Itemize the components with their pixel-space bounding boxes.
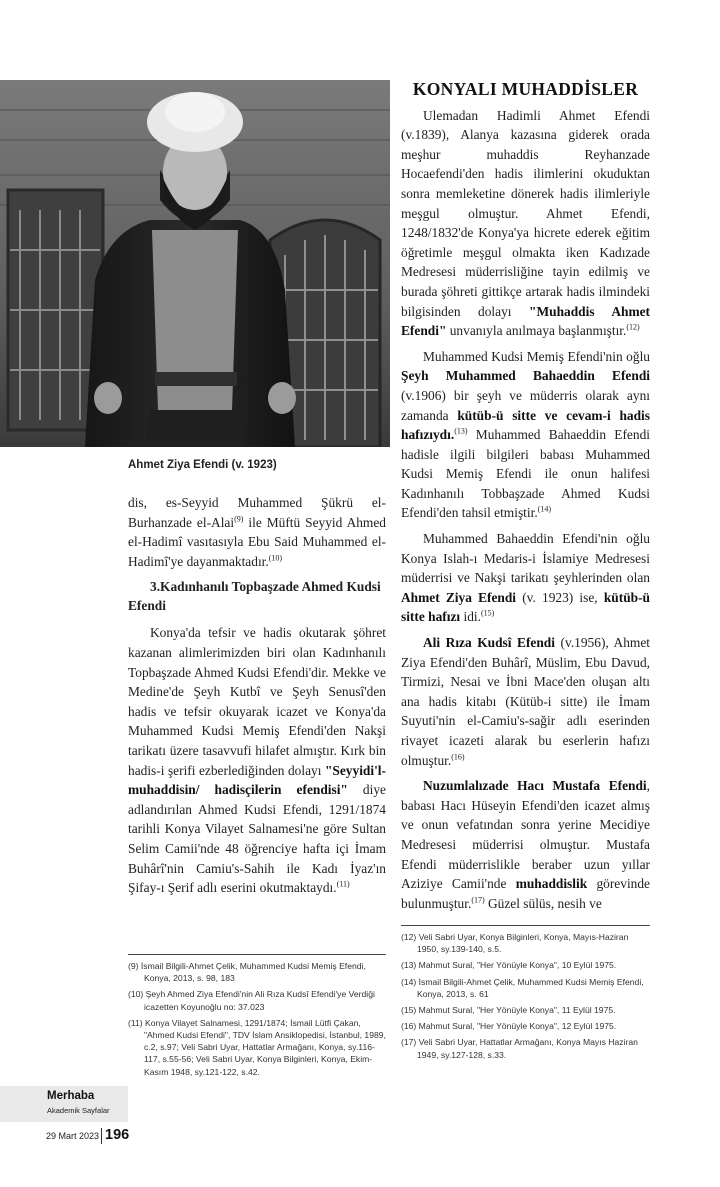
- footnote-ref-10[interactable]: (10): [268, 553, 283, 563]
- footnote-ref-14[interactable]: (14): [537, 505, 551, 514]
- issue-date: 29 Mart 2023: [46, 1131, 100, 1141]
- left-paragraph-1: dis, es-Seyyid Muhammed Şükrü el-Burhanzade el-Alai$^{(9)}$ ile Müftü Seyyid Ahmed el-Hadimî vasıtasıyla Ebu Said Muhammed el-Hadimî'ye dayanmaktadır.$^{(10)}$: [128, 495, 386, 569]
- right-paragraph-5: Nuzumlalızade Hacı Mustafa Efendi, babası Hacı Hüseyin Efendi'den icazet almış ve onun vefatından sonra yerine Mecidiye Medresesi müderrisi olmuştur. Mustafa Efendi müderrislikle beraber uzun yıllar Aziziye Camii'nde muhaddislik görevinde bulunmuştur.$^{(17)}$ Güzel sülüs, nesih ve: [401, 778, 651, 911]
- footnote-ref-9[interactable]: (9): [234, 514, 244, 524]
- footnote-ref-16[interactable]: (16): [451, 752, 465, 762]
- page-number-separator: [101, 1128, 102, 1144]
- article-title: KONYALI MUHADDİSLER: [412, 79, 639, 99]
- footnotes-left: [128, 960, 386, 1082]
- section-heading: 3.Kadınhanılı Topbaşzade Ahmed Kudsi Efendi: [128, 579, 381, 614]
- footnote-14: (14) İsmail Bilgili-Ahmet Çelik, Muhammed Kudsi Memiş Efendi, Konya, 2013, s. 61: [401, 976, 644, 999]
- footnote-11: (11) Konya Vilayet Salnamesi, 1291/1874; İsmail Lütfi Çakan, "Ahmed Kudsi Efendi", TDV İslam Ansiklopedisi, İstanbul, 1989, c.2, s.97; Veli Sabri Uyar, Hattatlar Armağanı, Konya, sy.116-117, s.55-56; Veli Sabri Uyar, Konya Bilginleri, Konya, Ekim-Kasım 1948, sy.121-122, s.42.: [128, 1017, 386, 1077]
- footnote-ref-12[interactable]: (12): [626, 322, 640, 332]
- left-paragraph-2: Konya'da tefsir ve hadis okutarak şöhret kazanan alimlerimizden biri olan Kadınhanılı Topbaşzade Ahmed Kudsi Efendi'dir. Mekke ve Medine'de Şeyh Kutbî ve Şeyh Senusî'den hadis ve tefsir okuyarak icazet ve Konya'da Muhammed Kudsi Memiş Efendi'den Nakşi tarikatı üzere tasavvufi hilafet almıştır. Kırk bin hadis-i şerifi ezberlediğinden dolayı "Seyyidi'l-muhaddisin/ hadisçilerin efendisi" diye adlandırılan Ahmed Kudsi Efendi, 1291/1874 tarihli Konya Vilayet Salnamesi'ne göre Sultan Selim Camii'nde 48 öğrenciye hafta içi İmam Buhârî'nin Camiu's-Sahih ile Kadı İyaz'ın Şifay-ı Şerif adlı eserini okutmaktaydı.$^{(11)}$: [128, 625, 386, 896]
- right-paragraph-2: Muhammed Kudsi Memiş Efendi'nin oğlu Şeyh Muhammed Bahaeddin Efendi (v.1906) bir şeyh ve müderris olarak aynı zamanda kütüb-ü sitte ve cevam-i hadis hafızıydı.$^{(13)}$ Muhammed Bahaeddin Efendi hadisle ilgili bilgileri babası Muhammed Kudsi Memiş Efendi ile onun halifesi Kadınhanılı Tobbaşzade Ahmed Kudsi Efendi'den tahsil etmiştir.$^{(14)}$: [401, 348, 650, 521]
- footnotes-right: [401, 931, 650, 1065]
- left-column: [128, 493, 386, 904]
- footnote-9: (9) İsmail Bilgili-Ahmet Çelik, Muhammed Kudsi Memiş Efendi, Konya, 2013, s. 98, 183: [128, 961, 366, 984]
- footnote-ref-13[interactable]: (13): [454, 426, 468, 436]
- footnote-divider-right: [401, 925, 650, 926]
- right-column: [401, 80, 650, 919]
- footnote-ref-15[interactable]: (15): [480, 608, 495, 618]
- footnote-17: (17) Veli Sabri Uyar, Hattatlar Armağanı, Konya Mayıs Haziran 1949, sy.127-128, s.33.: [401, 1037, 638, 1060]
- magazine-subtitle: Akademik Sayfalar: [47, 1106, 110, 1115]
- footnote-10: (10) Şeyh Ahmed Ziya Efendi'nin Ali Rıza Kudsî Efendi'ye Verdiği icazetten Koyunoğlu no: 37.023: [128, 989, 375, 1012]
- right-paragraph-4: Ali Rıza Kudsî Efendi (v.1956), Ahmet Ziya Efendi'den Buhârî, Müslim, Ebu Davud, Tirmizi, Nesai ve İbni Mace'den oluşan altı ana hadis kitabı (Kütüb-i sitte) ile İmam Suyuti'nin el-Camiu's-sağir adlı eserinden rivayet icazeti alarak bu eserlerin hafızı olmuştur.$^{(16)}$: [401, 635, 651, 768]
- magazine-name: Merhaba: [47, 1090, 95, 1102]
- footnote-13: (13) Mahmut Sural, "Her Yönüyle Konya", 10 Eylül 1975.: [401, 960, 617, 971]
- footnote-15: (15) Mahmut Sural, "Her Yönüyle Konya", 11 Eylül 1975.: [401, 1005, 616, 1016]
- footnote-16: (16) Mahmut Sural, "Her Yönüyle Konya", 12 Eylül 1975.: [401, 1021, 617, 1032]
- footnote-divider-left: [128, 954, 386, 955]
- footnote-ref-11[interactable]: (11): [336, 879, 350, 889]
- right-paragraph-3: Muhammed Bahaeddin Efendi'nin oğlu Konya Islah-ı Medaris-i İslamiye Medresesi müderrisi ve Nakşi tarikatı şeyhlerinden olan Ahmet Ziya Efendi (v. 1923) ise, kütüb-ü sitte hafızı idi.$^{(15)}$: [401, 531, 650, 625]
- footnote-ref-17[interactable]: (17): [471, 895, 485, 905]
- right-paragraph-1: Ulemadan Hadimli Ahmet Efendi (v.1839), Alanya kazasına giderek orada meşhur muhaddis Reyhanzade Hocaefendi'den hadis ilimlerini okuduktan sonra memleketine dönerek hadis ilimleriyle meşgul olmuştur. Ahmet Efendi, 1248/1832'de Konya'ya hicrete ederek eğitim öğretimle meşgul olmakta iken Kadızade Medresesi müderrisliğine tayin edilmiş ve burada şöhreti gittikçe artarak hadis ilmindeki bilgisinden dolayı "Muhaddis Ahmet Efendi" unvanıyla anılmaya başlanmıştır.$^{(12)}$: [401, 107, 650, 339]
- footnote-12: (12) Veli Sabri Uyar, Konya Bilginleri, Konya, Mayıs-Haziran 1950, sy.139-140, s.5.: [401, 932, 629, 955]
- photo-caption: Ahmet Ziya Efendi (v. 1923): [128, 459, 277, 471]
- portrait-photo: [0, 80, 390, 447]
- page-number: 196: [105, 1127, 130, 1143]
